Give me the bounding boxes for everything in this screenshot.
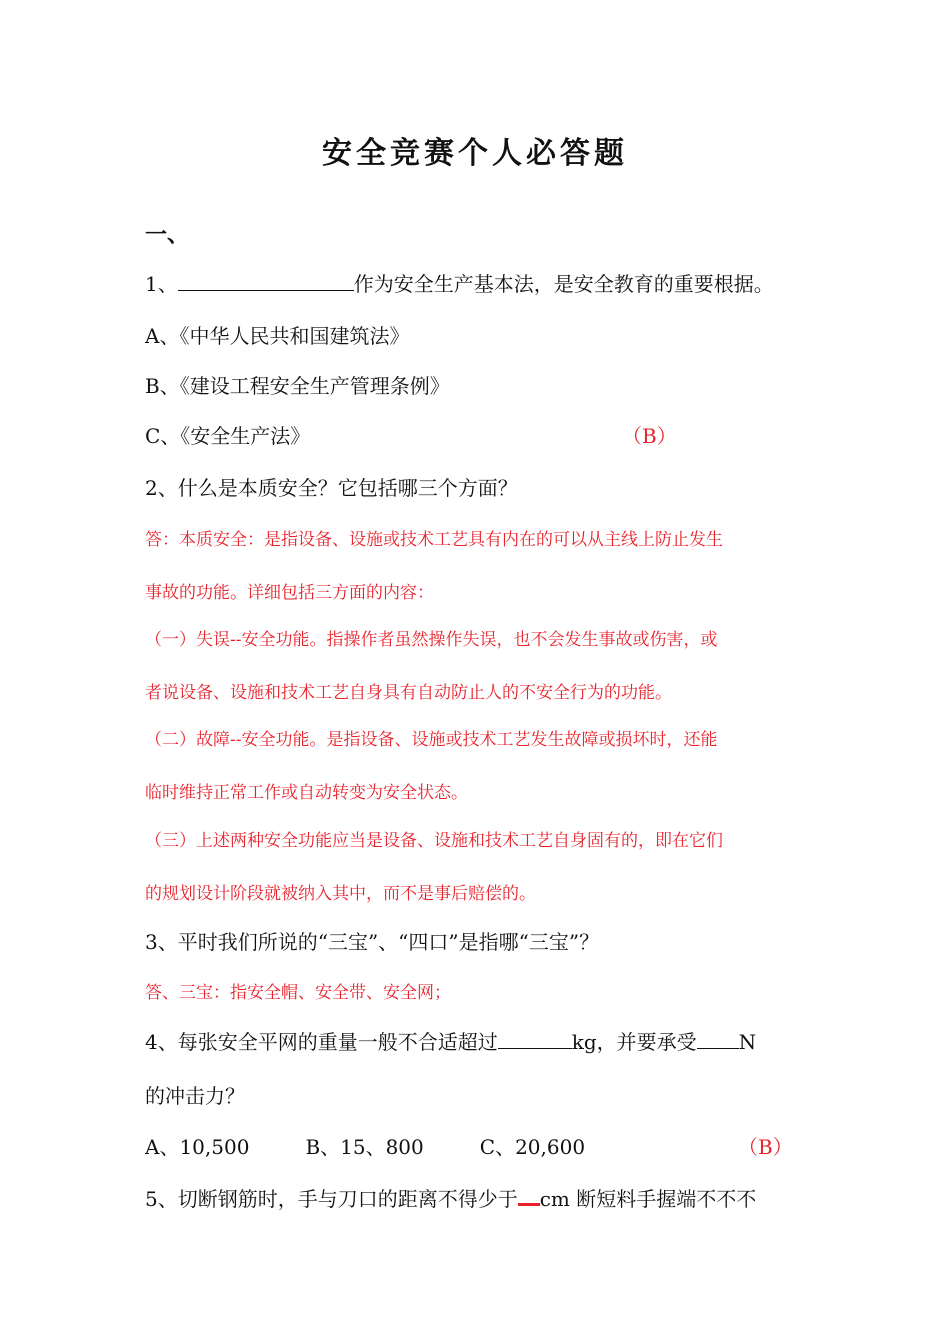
question-2-answer-line: （二）故障--安全功能。是指设备、设施或技术工艺发生故障或损坏时，还能 — [145, 730, 718, 750]
question-4-options — [145, 1131, 585, 1160]
question-4-option-c: C、20,600 — [479, 1135, 586, 1159]
question-2-answer-line: 的规划设计阶段就被纳入其中，而不是事后赔偿的。 — [145, 884, 536, 904]
question-2-answer-line: 临时维持正常工作或自动转变为安全状态。 — [145, 783, 468, 803]
page-title: 安全竞赛个人必答题 — [322, 136, 628, 171]
question-2-answer-line: （一）失误--安全功能。指操作者虽然操作失误，也不会发生事故或伤害，或 — [145, 630, 718, 650]
question-1-text: 作为安全生产基本法，是安全教育的重要根据。 — [353, 272, 774, 296]
question-2-answer-line: 事故的功能。详细包括三方面的内容： — [145, 583, 434, 603]
question-5-blank — [518, 1202, 540, 1206]
question-1-answer: （B） — [622, 424, 677, 448]
question-1-option-b: B、《建设工程安全生产管理条例》 — [145, 374, 450, 398]
question-4-text-part3: N — [738, 1030, 757, 1054]
question-2: 2、什么是本质安全？它包括哪三个方面？ — [145, 476, 518, 500]
question-5-text-part1: 5、切断钢筋时，手与刀口的距离不得少于 — [145, 1187, 518, 1211]
question-4 — [145, 1026, 756, 1055]
question-4-option-a: A、10,500 — [145, 1135, 250, 1159]
question-1-blank — [178, 289, 354, 291]
question-2-answer-line: 答：本质安全：是指设备、设施或技术工艺具有内在的可以从主线上防止发生 — [145, 530, 723, 550]
question-3: 3、平时我们所说的“三宝”、“四口”是指哪“三宝”？ — [145, 930, 600, 954]
question-1-option-c: C、《安全生产法》 — [145, 424, 311, 448]
question-4-option-b: B、15、800 — [305, 1135, 424, 1159]
question-5-text-part2: cm 断短料手握端不不不 — [539, 1187, 757, 1211]
question-2-answer-line: 者说设备、设施和技术工艺自身具有自动防止人的不安全行为的功能。 — [145, 683, 672, 703]
question-2-answer-line: （三）上述两种安全功能应当是设备、设施和技术工艺自身固有的，即在它们 — [145, 831, 723, 851]
section-heading: 一、 — [145, 222, 190, 248]
question-4-blank-1 — [498, 1047, 572, 1049]
question-4-blank-2 — [697, 1047, 739, 1049]
question-4-text-part2: kg，并要承受 — [571, 1030, 697, 1054]
question-5 — [145, 1183, 756, 1212]
question-4-answer: （B） — [738, 1135, 793, 1159]
question-1-option-a: A、《中华人民共和国建筑法》 — [145, 324, 410, 348]
question-4-text-part1: 4、每张安全平网的重量一般不合适超过 — [145, 1030, 498, 1054]
question-1 — [145, 268, 774, 297]
question-4-line-2: 的冲击力？ — [145, 1084, 245, 1108]
question-3-answer: 答、三宝：指安全帽、安全带、安全网； — [145, 983, 451, 1003]
question-1-number: 1、 — [145, 272, 178, 296]
